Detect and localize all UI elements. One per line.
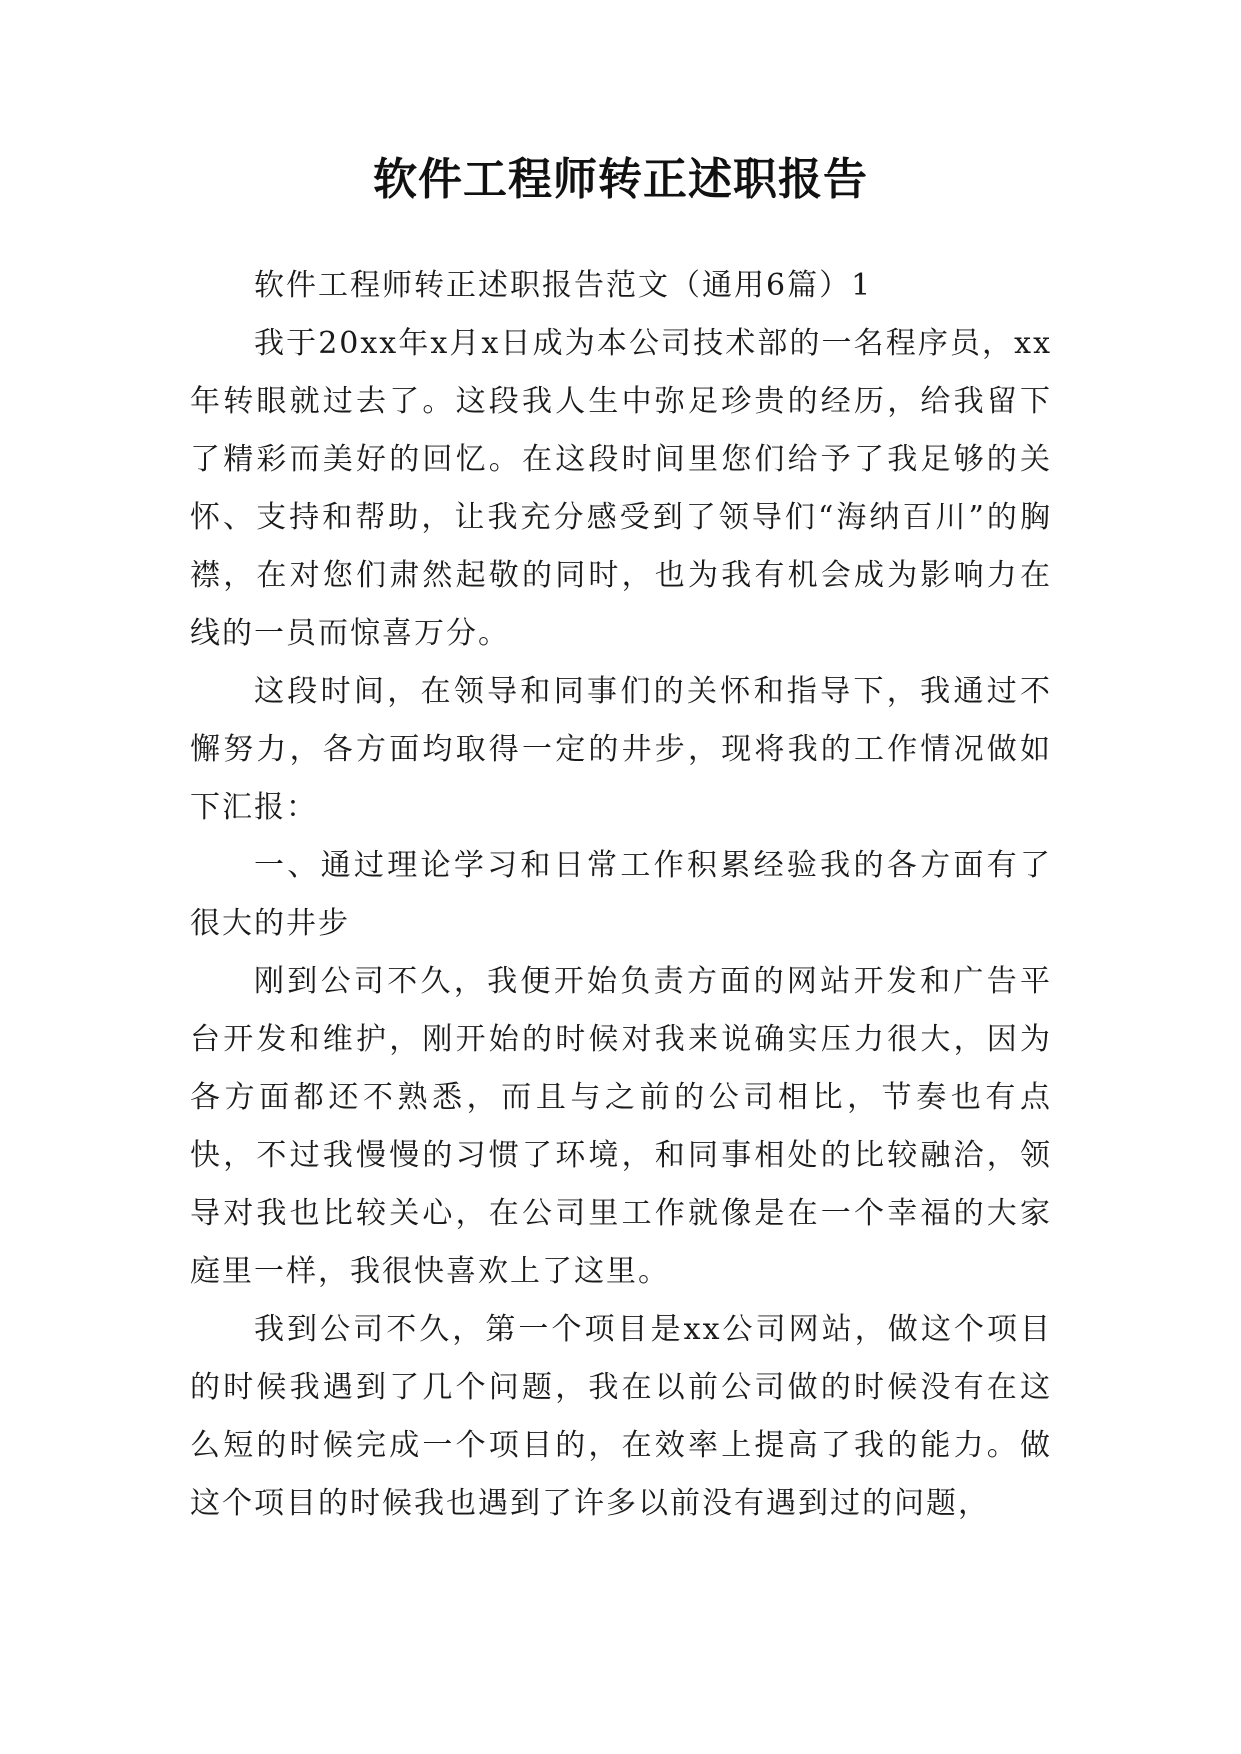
paragraph-heading: 软件工程师转正述职报告范文（通用6篇）1: [254, 268, 873, 303]
document-body: [190, 257, 1052, 1533]
document-title: 软件工程师转正述职报告: [373, 154, 868, 205]
paragraph: 我到公司不久，第一个项目是xx公司网站，做这个项目的时候我遇到了几个问题，我在以前公司做的时候没有在这么短的时候完成一个项目的，在效率上提高了我的能力。做这个项目的时候我也遇到了许多以前没有遇到过的问题，: [190, 1312, 1052, 1521]
paragraph: 这段时间，在领导和同事们的关怀和指导下，我通过不懈努力，各方面均取得一定的井步，现将我的工作情况做如下汇报：: [190, 674, 1052, 825]
paragraph: 我于20xx年x月x日成为本公司技术部的一名程序员，xx年转眼就过去了。这段我人生中弥足珍贵的经历，给我留下了精彩而美好的回忆。在这段时间里您们给予了我足够的关怀、支持和帮助，让我充分感受到了领导们“海纳百川”的胸襟，在对您们肃然起敬的同时，也为我有机会成为影响力在线的一员而惊喜万分。: [190, 326, 1052, 651]
section-heading: 一、通过理论学习和日常工作积累经验我的各方面有了很大的井步: [190, 848, 1052, 941]
paragraph: 刚到公司不久，我便开始负责方面的网站开发和广告平台开发和维护，刚开始的时候对我来说确实压力很大，因为各方面都还不熟悉，而且与之前的公司相比，节奏也有点快，不过我慢慢的习惯了环境，和同事相处的比较融洽，领导对我也比较关心，在公司里工作就像是在一个幸福的大家庭里一样，我很快喜欢上了这里。: [190, 964, 1052, 1289]
